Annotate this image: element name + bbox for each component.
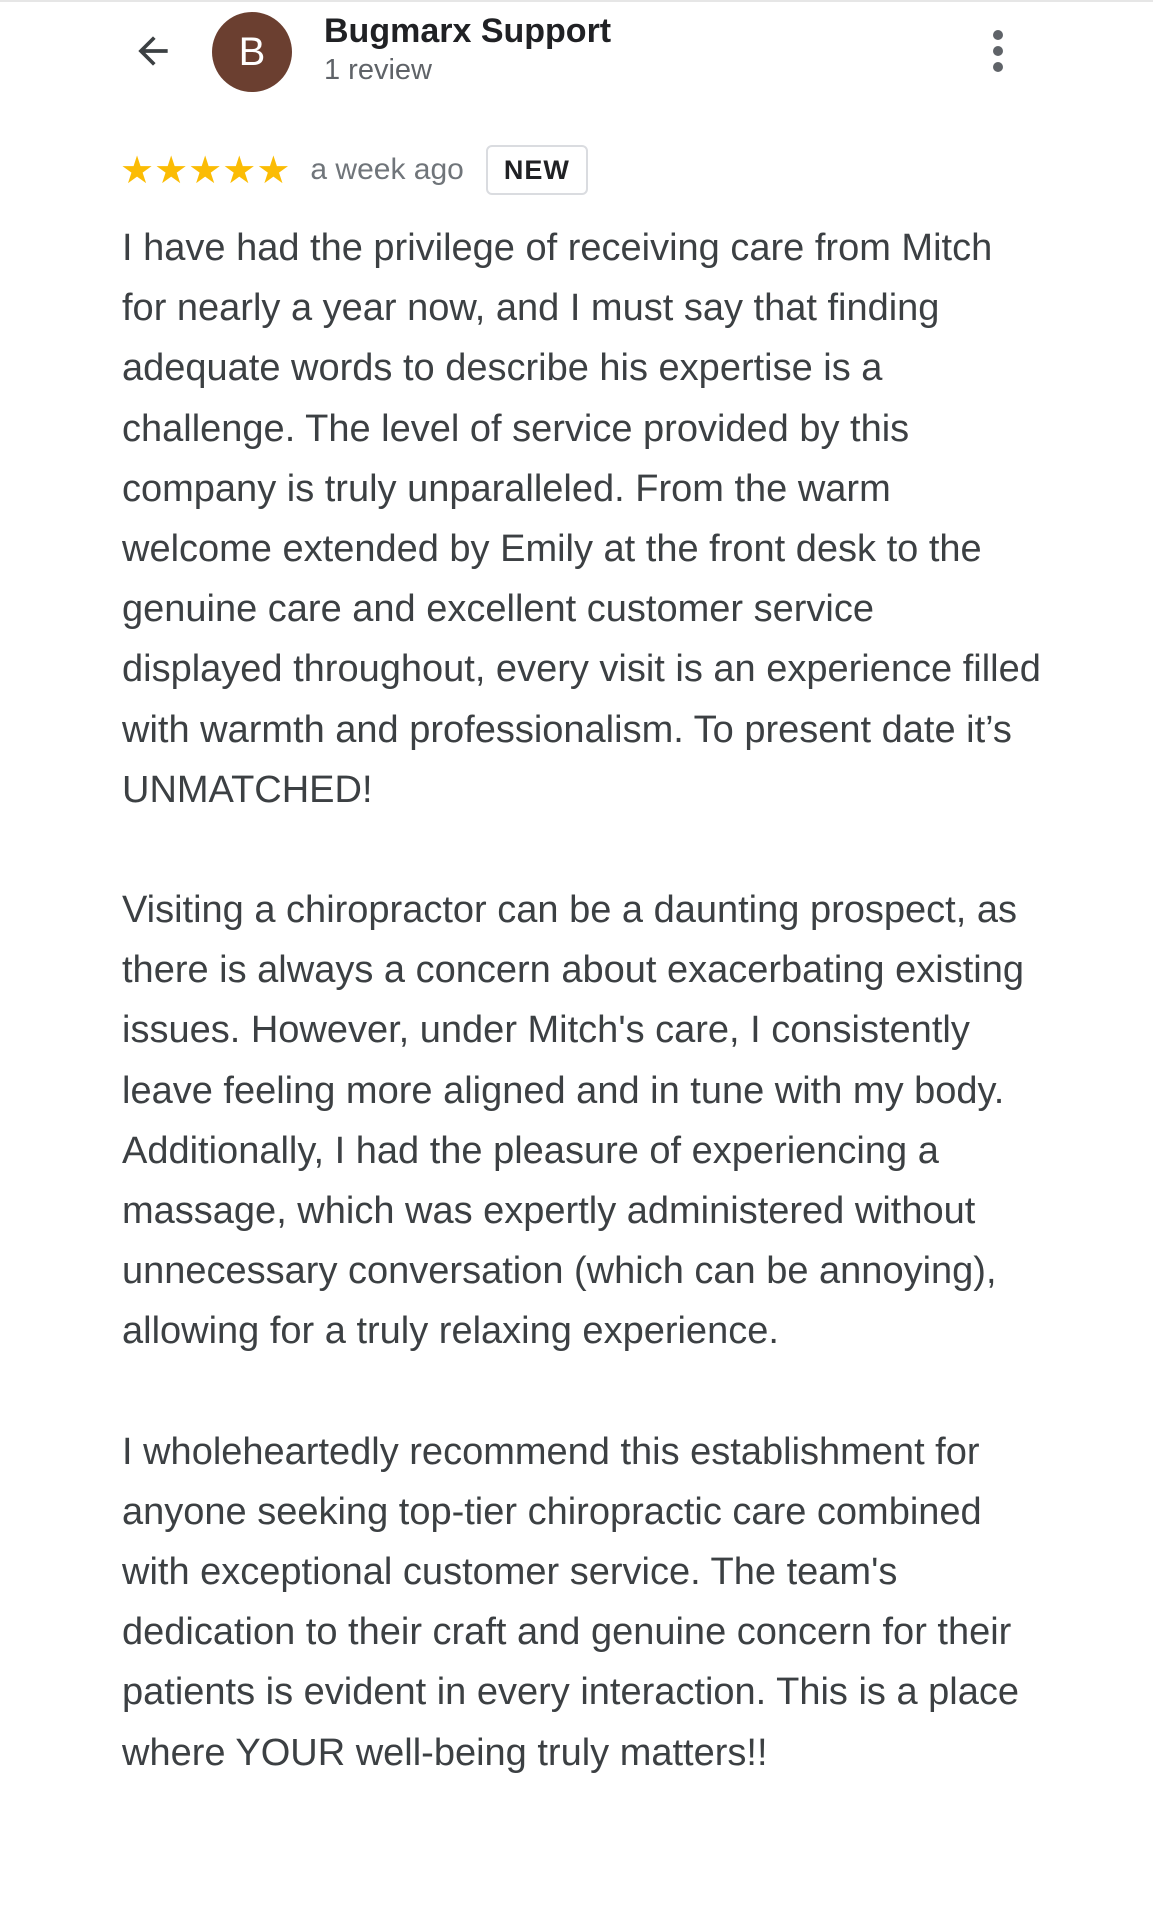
review-header (0, 0, 1153, 110)
review-paragraph: Visiting a chiropractor can be a daunting prospect, as there is always a concern about exacerbating existing issues. However, under Mitch's care, I consistently leave feeling more aligned and in tune with my body. Additionally, I had the pleasure of experiencing a massage, which was expertly administered without unnecessary conversation (which can be annoying), allowing for a truly relaxing experience. (122, 889, 1024, 1353)
more-vertical-icon-dot (993, 46, 1003, 56)
more-options-button[interactable] (972, 22, 1024, 80)
more-vertical-icon (993, 30, 1003, 40)
review-count: 1 review (324, 54, 432, 86)
review-paragraph: I wholeheartedly recommend this establishment for anyone seeking top-tier chiropractic care combined with exceptional customer service. The team's dedication to their craft and genuine concern for their patients is evident in every interaction. This is a place where YOUR well-being truly matters!! (122, 1430, 1019, 1774)
review-body (122, 218, 1042, 1783)
star-icon: ★ (256, 148, 291, 192)
back-button[interactable] (118, 20, 188, 82)
avatar-letter: B (238, 29, 266, 74)
star-icon: ★ (154, 148, 189, 192)
star-rating (120, 148, 291, 192)
star-icon: ★ (120, 148, 155, 192)
review-time: a week ago (310, 153, 464, 186)
review-paragraph: I have had the privilege of receiving care from Mitch for nearly a year now, and I must say that finding adequate words to describe his expertise is a challenge. The level of service provided by this company is truly unparalleled. From the warm welcome extended by Emily at the front desk to the genuine care and excellent customer service displayed throughout, every visit is an experience filled with warmth and professionalism. To present date it’s UNMATCHED! (122, 227, 1041, 811)
new-badge: NEW (486, 145, 588, 195)
more-vertical-icon-dot (993, 62, 1003, 72)
avatar[interactable] (212, 12, 292, 92)
star-icon: ★ (222, 148, 257, 192)
star-icon: ★ (188, 148, 223, 192)
review-meta (120, 142, 588, 198)
arrow-left-icon (131, 29, 175, 73)
reviewer-name[interactable]: Bugmarx Support (324, 12, 612, 50)
